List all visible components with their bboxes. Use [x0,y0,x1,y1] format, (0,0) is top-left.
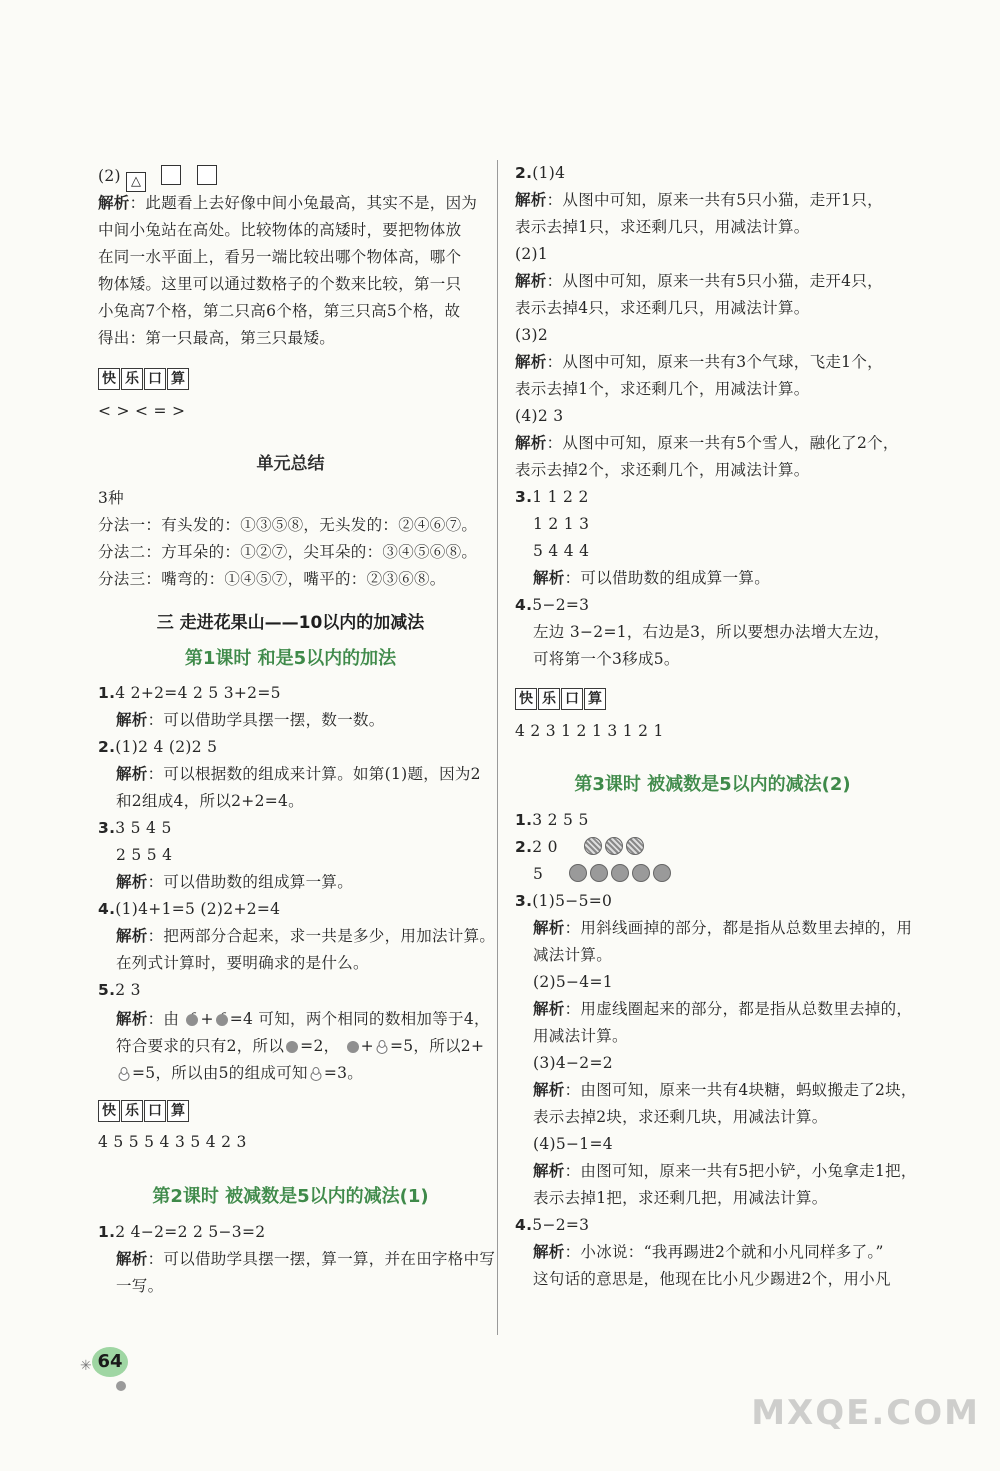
chapter-title: 三 走进花果山——10以内的加减法 [156,613,425,633]
question-line: 2.(1)4 [515,164,566,182]
watermark: MXQE.COM [751,1393,980,1433]
analysis-line: 符合要求的只有2，所以 =2， + =5，所以2+ [116,1037,485,1055]
analysis-line: 在列式计算时，要明确求的是什么。 [116,954,369,972]
analysis-line: 解析：可以借助数的组成算一算。 [533,569,771,587]
answer-line: (3)4−2=2 [533,1054,613,1072]
answer-line: 4 2 3 1 2 1 3 1 2 1 [515,722,664,740]
answer-line: 分法一：有头发的：①③⑤⑧，无头发的：②④⑥⑦。 [98,516,478,534]
question-line: 2.2 0 [515,836,647,858]
question-line: 1.2 4−2=2 2 5−3=2 [98,1223,266,1241]
analysis-line: 解析：用斜线画掉的部分，都是指从总数里去掉的，用 [533,919,913,937]
answer-line: (2) △ [98,165,227,192]
analysis-line: 用减法计算。 [533,1027,628,1045]
analysis-line: 和2组成4，所以2+2=4。 [116,792,304,810]
analysis-line: 解析：从图中可知，原来一共有5个雪人，融化了2个， [515,434,899,452]
answer-line: 5 [533,863,674,885]
analysis-line: 解析：由 + =4 可知，两个相同的数相加等于4， [116,1010,490,1028]
answer-line: 分法二：方耳朵的：①②⑦，尖耳朵的：③④⑤⑥⑧。 [98,543,478,561]
pear-icon [374,1038,390,1054]
answer-line: 5 4 4 4 [533,542,590,560]
analysis-line: 表示去掉4只，求还剩几只，用减法计算。 [515,299,810,317]
apple-icon [345,1038,361,1054]
analysis-line: 表示去掉2块，求还剩几块，用减法计算。 [533,1108,828,1126]
analysis-line: =5，所以由5的组成可知 =3。 [116,1062,363,1084]
lesson-title: 第2课时 被减数是5以内的减法(1) [152,1186,429,1207]
question-line: 1.3 2 5 5 [515,811,589,829]
kuaile-kousuan-badge: 快 乐 口 算 [515,688,606,710]
analysis-line: 表示去掉1个，求还剩几个，用减法计算。 [515,380,810,398]
analysis-line: 得出：第一只最高，第三只最矮。 [98,329,336,347]
empty-box-icon [161,165,181,185]
circle-icon [611,864,629,882]
analysis-line: 一写。 [116,1277,164,1295]
star-icon: ✳ [80,1358,92,1374]
apple-icon [184,1011,200,1027]
question-line: 5.2 3 [98,981,141,999]
question-line: 4.5−2=3 [515,1216,590,1234]
answer-line: 4 5 5 5 4 3 5 4 2 3 [98,1133,247,1151]
analysis-line: 解析：用虚线圈起来的部分，都是指从总数里去掉的， [533,1000,913,1018]
triangle-box-icon: △ [126,172,146,192]
crossed-circle-icon [626,837,644,855]
analysis-line: 可将第一个3移成5。 [533,650,680,668]
empty-box-icon [197,165,217,185]
section-title: 单元总结 [256,454,325,474]
column-divider [497,160,498,1335]
apple-icon [214,1011,230,1027]
question-line: 4.5−2=3 [515,596,590,614]
crossed-circle-icon [605,837,623,855]
apple-icon [284,1038,300,1054]
pear-icon [116,1065,132,1081]
analysis-line: 解析：由图可知，原来一共有4块糖，蚂蚁搬走了2块， [533,1081,917,1099]
circle-icon [632,864,650,882]
question-line: 1.4 2+2=4 2 5 3+2=5 [98,684,281,702]
answer-line: 2 5 5 4 [116,846,173,864]
answer-line: 分法三：嘴弯的：①④⑤⑦，嘴平的：②③⑥⑧。 [98,570,446,588]
answer-line: (4)2 3 [515,407,564,425]
analysis-line: 表示去掉1把，求还剩几把，用减法计算。 [533,1189,828,1207]
answer-line: 1 2 1 3 [533,515,590,533]
answer-line: (4)5−1=4 [533,1135,613,1153]
analysis-line: 解析：可以根据数的组成来计算。如第(1)题，因为2 [116,765,481,783]
question-line: 3.1 1 2 2 [515,488,589,506]
crossed-circle-icon [584,837,602,855]
analysis-line: 解析：从图中可知，原来一共有5只小猫，走开4只， [515,272,883,290]
lesson-title: 第1课时 和是5以内的加法 [184,648,397,669]
analysis-line: 解析：可以借助数的组成算一算。 [116,873,354,891]
answer-line: (3)2 [515,326,549,344]
analysis-line: 解析：可以借助学具摆一摆，算一算，并在田字格中写 [116,1250,496,1268]
answer-line: (2)1 [515,245,549,263]
circle-icon [653,864,671,882]
analysis-line: 解析：把两部分合起来，求一共是多少，用加法计算。 [116,927,496,945]
analysis-line: 解析：小冰说：“我再踢进2个就和小凡同样多了。” [533,1243,884,1261]
analysis-line: 解析：由图可知，原来一共有5把小铲，小兔拿走1把， [533,1162,917,1180]
analysis-line: 表示去掉1只，求还剩几只，用减法计算。 [515,218,810,236]
question-line: 2.(1)2 4 (2)2 5 [98,738,218,756]
lesson-title: 第3课时 被减数是5以内的减法(2) [574,774,851,795]
kuaile-kousuan-badge: 快 乐 口 算 [98,368,189,390]
question-line: 3.3 5 4 5 [98,819,172,837]
circle-icon [590,864,608,882]
analysis-line: 解析：可以借助学具摆一摆，数一数。 [116,711,385,729]
analysis-line: 表示去掉2个，求还剩几个，用减法计算。 [515,461,810,479]
analysis-line: 在同一水平面上，看另一端比较出哪个物体高，哪个 [98,248,462,266]
answer-line: 3种 [98,489,124,507]
analysis-line: 减法计算。 [533,946,613,964]
answer-line: < > < = > [98,402,186,420]
question-line: 3.(1)5−5=0 [515,892,613,910]
analysis-line: 解析：从图中可知，原来一共有3个气球，飞走1个， [515,353,883,371]
analysis-line: 解析：此题看上去好像中间小兔最高，其实不是，因为 [98,194,478,212]
pear-icon [308,1065,324,1081]
analysis-line: 中间小兔站在高处。比较物体的高矮时，要把物体放 [98,221,462,239]
answer-line: (2)5−4=1 [533,973,613,991]
analysis-line: 左边 3−2=1，右边是3，所以要想办法增大左边， [533,623,890,641]
analysis-line: 小兔高7个格，第二只高6个格，第三只高5个格，故 [98,302,461,320]
kuaile-kousuan-badge: 快 乐 口 算 [98,1100,189,1122]
page-number: 64 [92,1347,128,1377]
analysis-line: 解析：从图中可知，原来一共有5只小猫，走开1只， [515,191,883,209]
decorative-dot [116,1381,126,1391]
analysis-line: 这句话的意思是，他现在比小凡少踢进2个，用小凡 [533,1270,891,1288]
analysis-line: 物体矮。这里可以通过数格子的个数来比较，第一只 [98,275,462,293]
circle-icon [569,864,587,882]
question-line: 4.(1)4+1=5 (2)2+2=4 [98,900,281,918]
